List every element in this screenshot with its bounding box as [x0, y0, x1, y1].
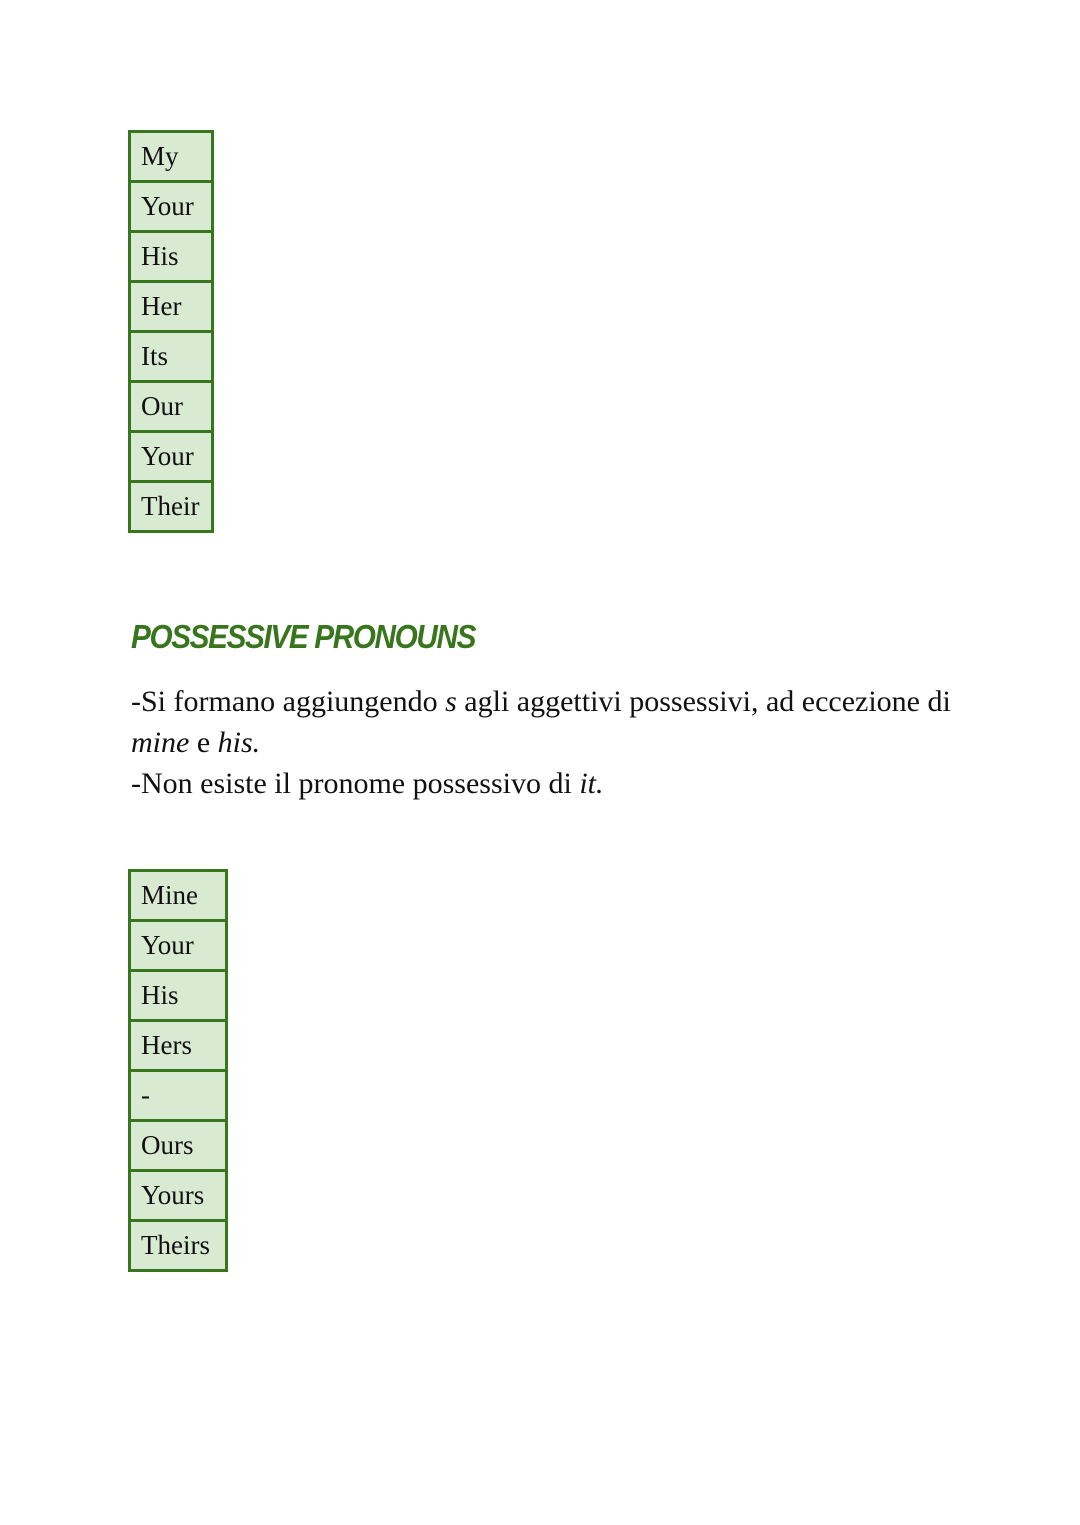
table-row	[130, 282, 213, 332]
table-row	[130, 382, 213, 432]
table-row	[130, 332, 213, 382]
rule-text: agli aggettivi possessivi, ad eccezione di	[456, 685, 951, 718]
table-row	[130, 1071, 227, 1121]
possessive-pronouns-table	[128, 869, 228, 1272]
rule-formation	[131, 681, 991, 763]
rule-emphasis: it.	[579, 767, 604, 800]
table-cell: My	[130, 132, 213, 182]
table-cell: Hers	[130, 1021, 227, 1071]
rule-emphasis: his.	[217, 726, 261, 759]
rule-text: -Si formano aggiungendo	[131, 685, 446, 718]
table-row	[130, 1171, 227, 1221]
table-row	[130, 1121, 227, 1171]
rule-text: e	[189, 726, 218, 759]
rule-emphasis: s	[445, 685, 457, 718]
table-row	[130, 182, 213, 232]
notes	[131, 681, 991, 804]
rule-text: -Non esiste il pronome possessivo di	[131, 767, 580, 800]
rule-emphasis: mine	[131, 726, 190, 759]
table-cell: His	[130, 232, 213, 282]
table-row	[130, 871, 227, 921]
table-cell: -	[130, 1071, 227, 1121]
table-row	[130, 432, 213, 482]
table-cell: Your	[130, 921, 227, 971]
rule-no-it	[131, 763, 991, 804]
table-cell: Yours	[130, 1171, 227, 1221]
table-row	[130, 482, 213, 532]
table-cell: Mine	[130, 871, 227, 921]
table-cell: Theirs	[130, 1221, 227, 1271]
table-row	[130, 232, 213, 282]
section-title: POSSESSIVE PRONOUNS	[131, 618, 476, 655]
table-cell: Its	[130, 332, 213, 382]
table-row	[130, 1021, 227, 1071]
table-cell: Your	[130, 182, 213, 232]
table-cell: Our	[130, 382, 213, 432]
table-cell: Their	[130, 482, 213, 532]
table-row	[130, 921, 227, 971]
table-cell: Her	[130, 282, 213, 332]
possessive-adjectives-table	[128, 130, 214, 533]
table-row	[130, 971, 227, 1021]
table-row	[130, 1221, 227, 1271]
table-cell: His	[130, 971, 227, 1021]
table-cell: Ours	[130, 1121, 227, 1171]
table-row	[130, 132, 213, 182]
table-cell: Your	[130, 432, 213, 482]
